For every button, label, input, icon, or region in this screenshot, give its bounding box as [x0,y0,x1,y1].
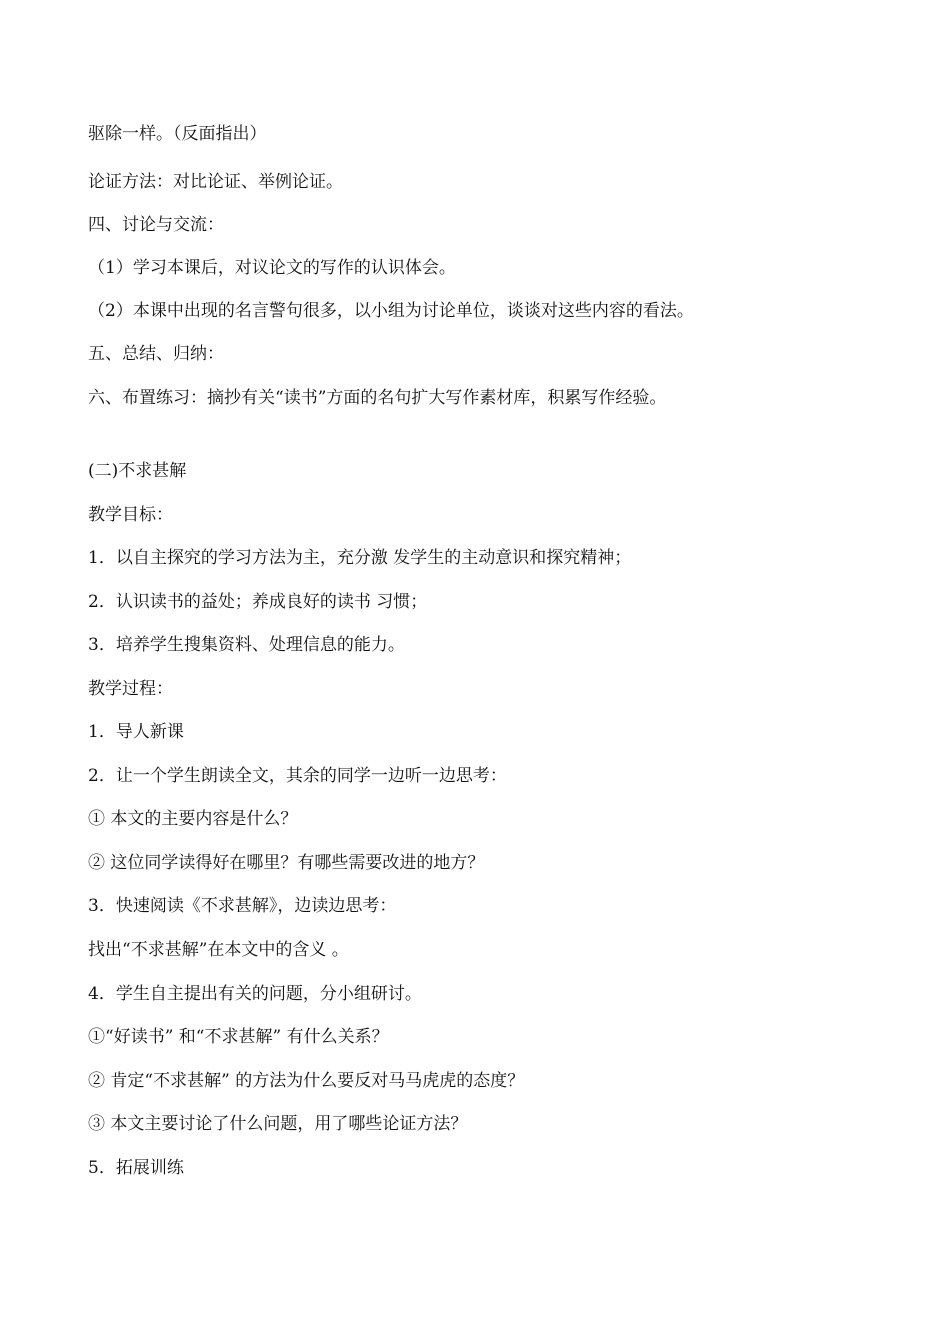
list-item: 2．认识读书的益处；养成良好的读书 习惯； [88,592,428,612]
list-item: 3．快速阅读《不求甚解》，边读边思考： [88,896,397,916]
text-line: 论证方法：对比论证、举例论证。 [88,172,343,192]
section-heading: 六、布置练习：摘抄有关“读书”方面的名句扩大写作素材库，积累写作经验。 [88,388,667,408]
list-item: 3．培养学生搜集资料、处理信息的能力。 [88,635,405,655]
section-heading: 四、讨论与交流： [88,215,224,235]
list-item: ①“好读书” 和“不求甚解” 有什么关系？ [88,1027,389,1047]
section-heading: 教学过程： [88,679,173,699]
list-item: 2．让一个学生朗读全文，其余的同学一边听一边思考： [88,766,507,786]
list-item: （1）学习本课后，对议论文的写作的认识体会。 [88,258,456,278]
list-item: 5．拓展训练 [88,1158,184,1178]
lesson-title: (二)不求甚解 [88,461,187,481]
text-line: 驱除一样。（反面指出） [88,124,267,144]
section-heading: 五、总结、归纳： [88,344,224,364]
list-item: ② 肯定“不求甚解” 的方法为什么要反对马马虎虎的态度？ [88,1071,525,1091]
list-item: ② 这位同学读得好在哪里？有哪些需要改进的地方？ [88,853,485,873]
section-heading: 教学目标： [88,505,173,525]
list-item: ① 本文的主要内容是什么？ [88,809,298,829]
list-item: 1．导人新课 [88,722,184,742]
list-item: ③ 本文主要讨论了什么问题，用了哪些论证方法？ [88,1114,468,1134]
list-item: （2）本课中出现的名言警句很多，以小组为讨论单位，谈谈对这些内容的看法。 [88,301,694,321]
list-item: 4．学生自主提出有关的问题，分小组研讨。 [88,984,422,1004]
list-item: 1．以自主探究的学习方法为主，充分激 发学生的主动意识和探究精神； [88,548,632,568]
text-line: 找出“不求甚解”在本文中的含义 。 [88,940,349,960]
